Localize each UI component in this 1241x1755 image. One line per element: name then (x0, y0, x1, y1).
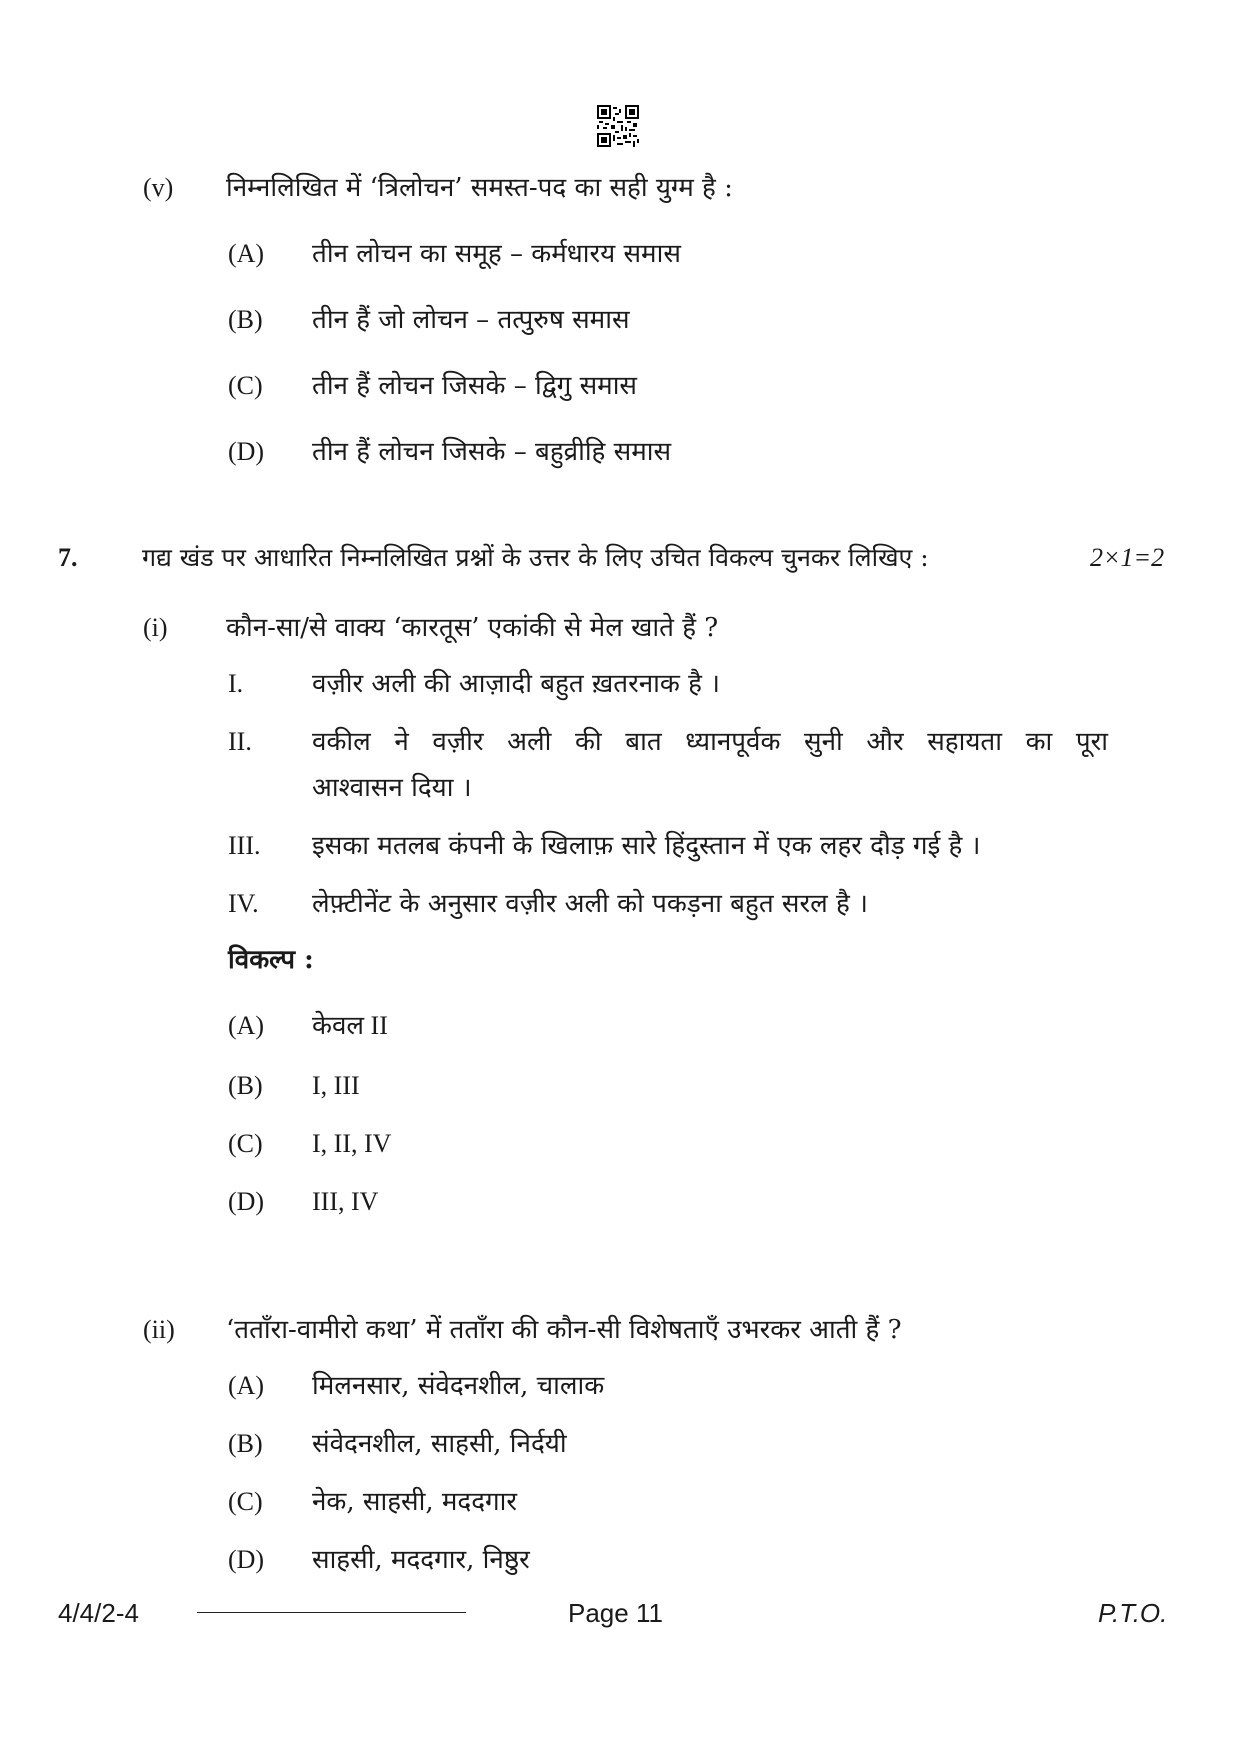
q7i-option-a-label: (A) (228, 1011, 265, 1040)
q7i-option-b-label: (B) (228, 1071, 263, 1100)
q7ii-option-b-text: संवेदनशील, साहसी, निर्दयी (312, 1429, 567, 1459)
q7i-option-b-text: I, III (312, 1071, 360, 1100)
q7i-statement-3-label: III. (228, 831, 261, 860)
q7i-statement-4-label: IV. (228, 889, 259, 918)
q6v-option-c-text: तीन हैं लोचन जिसके – द्विगु समास (312, 371, 638, 401)
q7i-statement-1-label: I. (228, 669, 244, 698)
q7ii-option-c-label: (C) (228, 1487, 263, 1516)
q7i-statement-2-line1: वकील ने वज़ीर अली की बात ध्यानपूर्वक सुनी और सहायता का पूरा (312, 727, 1109, 757)
footer-rule (197, 1612, 466, 1613)
q7ii-option-a-text: मिलनसार, संवेदनशील, चालाक (312, 1371, 605, 1401)
q7i-option-c-text: I, II, IV (312, 1129, 392, 1158)
q7ii-option-a-label: (A) (228, 1371, 265, 1400)
q7-marks: 2×1=2 (1090, 543, 1165, 572)
q7i-option-d-text: III, IV (312, 1187, 379, 1216)
q7i-options-heading: विकल्प : (228, 945, 314, 975)
q6v-option-c-label: (C) (228, 371, 263, 400)
q7ii-question: ‘तताँरा-वामीरो कथा’ में तताँरा की कौन-सी विशेषताएँ उभरकर आती हैं ? (226, 1315, 902, 1345)
q6v-option-d-text: तीन हैं लोचन जिसके – बहुव्रीहि समास (312, 437, 672, 467)
q7i-option-c-label: (C) (228, 1129, 263, 1158)
qr-code (597, 105, 639, 147)
q6v-option-b-label: (B) (228, 305, 263, 334)
q7ii-label: (ii) (143, 1315, 175, 1344)
q7i-statement-2-label: II. (228, 727, 252, 756)
q7-instruction: गद्य खंड पर आधारित निम्नलिखित प्रश्नों के उत्तर के लिए उचित विकल्प चुनकर लिखिए : (142, 543, 929, 572)
footer-paper-code: 4/4/2-4 (58, 1598, 139, 1628)
q7i-label: (i) (143, 613, 168, 642)
q7ii-option-b-label: (B) (228, 1429, 263, 1458)
q7i-statement-1-text: वज़ीर अली की आज़ादी बहुत ख़तरनाक है । (312, 669, 721, 699)
q6v-question: निम्नलिखित में ‘त्रिलोचन’ समस्त-पद का सही युग्म है : (226, 173, 733, 203)
q7i-statement-3-text: इसका मतलब कंपनी के खिलाफ़ सारे हिंदुस्तान में एक लहर दौड़ गई है । (312, 831, 981, 861)
q7i-statement-2-line2: आश्वासन दिया । (312, 773, 472, 803)
q7i-statement-4-text: लेफ़्टीनेंट के अनुसार वज़ीर अली को पकड़ना बहुत सरल है । (312, 889, 868, 919)
q6v-option-b-text: तीन हैं जो लोचन – तत्पुरुष समास (312, 305, 630, 335)
footer-page-number: Page 11 (568, 1598, 663, 1628)
q6v-option-a-text: तीन लोचन का समूह – कर्मधारय समास (312, 239, 681, 269)
footer-pto: P.T.O. (1098, 1598, 1168, 1628)
q7ii-option-d-text: साहसी, मददगार, निष्ठुर (312, 1545, 530, 1575)
q7i-question: कौन-सा/से वाक्य ‘कारतूस’ एकांकी से मेल खाते हैं ? (226, 613, 719, 643)
q7-number: 7. (58, 543, 78, 572)
q6v-label: (v) (143, 173, 174, 202)
q7ii-option-d-label: (D) (228, 1545, 265, 1574)
q6v-option-d-label: (D) (228, 437, 265, 466)
q7i-option-a-text: केवल II (312, 1011, 388, 1040)
q7i-option-d-label: (D) (228, 1187, 265, 1216)
q7ii-option-c-text: नेक, साहसी, मददगार (312, 1487, 518, 1517)
q6v-option-a-label: (A) (228, 239, 265, 268)
